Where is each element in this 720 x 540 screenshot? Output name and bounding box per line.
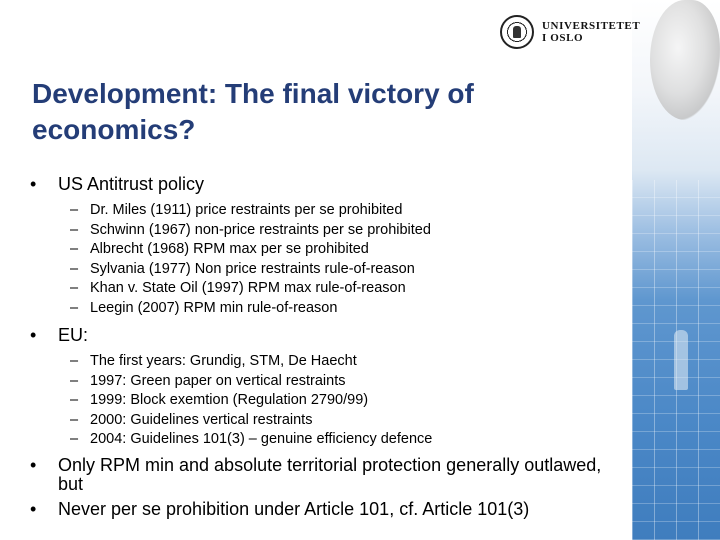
- dash-icon: –: [70, 431, 79, 447]
- sub-item-text: Khan v. State Oil (1997) RPM max rule-of-reason: [90, 280, 406, 296]
- statue-image: [650, 0, 720, 120]
- sub-item-text: 1997: Green paper on vertical restraints: [90, 372, 346, 389]
- university-seal-icon: [500, 15, 534, 49]
- sub-item-text: The first years: Grundig, STM, De Haecht: [90, 353, 357, 369]
- side-photo-strip: [632, 0, 720, 540]
- slide-content: [30, 175, 630, 519]
- sub-item: [30, 352, 630, 372]
- sub-item: [30, 430, 630, 450]
- sub-item-text: Dr. Miles (1911) price restraints per se prohibited: [90, 202, 403, 218]
- slide-title: Development: The final victory of economics?: [32, 78, 474, 145]
- sub-item-text: 1999: Block exemtion (Regulation 2790/99): [90, 392, 369, 408]
- bullet-us-antitrust: [30, 175, 630, 194]
- dash-icon: –: [70, 392, 79, 408]
- sub-item: [30, 201, 630, 221]
- sub-item-text: 2000: Guidelines vertical restraints: [90, 411, 313, 428]
- bullet-text: Only RPM min and absolute territorial protection generally outlawed, but: [58, 454, 602, 494]
- sub-item: [30, 221, 630, 241]
- dash-icon: –: [70, 353, 79, 369]
- logo-line-2: I OSLO: [542, 32, 584, 44]
- bullet-rpm-outlawed: [30, 456, 630, 494]
- sub-item: [30, 299, 630, 319]
- dash-icon: –: [70, 241, 79, 257]
- bullet-icon: •: [30, 325, 37, 345]
- sub-item: [30, 372, 630, 392]
- dash-icon: –: [70, 299, 79, 316]
- bullet-text: Never per se prohibition under Article 101, cf. Article 101(3): [58, 498, 530, 519]
- dash-icon: –: [70, 372, 79, 389]
- logo-line-1: UNIVERSITETET: [542, 20, 641, 32]
- sub-item-text: Albrecht (1968) RPM max per se prohibited: [90, 241, 369, 257]
- university-logo: [500, 12, 640, 52]
- sub-item: [30, 411, 630, 431]
- bullet-text: EU:: [58, 325, 89, 345]
- person-silhouette-image: [674, 330, 688, 390]
- dash-icon: –: [70, 260, 79, 277]
- dash-icon: –: [70, 202, 79, 218]
- us-antitrust-sub-list: [30, 201, 630, 318]
- dash-icon: –: [70, 411, 79, 428]
- sub-item: [30, 391, 630, 411]
- sub-item-text: Schwinn (1967) non-price restraints per se prohibited: [90, 221, 431, 238]
- bullet-icon: •: [30, 498, 37, 519]
- bullet-icon: •: [30, 174, 37, 194]
- sub-item-text: Leegin (2007) RPM min rule-of-reason: [90, 299, 338, 316]
- dash-icon: –: [70, 280, 79, 296]
- sub-item-text: Sylvania (1977) Non price restraints rule-of-reason: [90, 260, 415, 277]
- bullet-article-101: [30, 500, 630, 519]
- bullet-icon: •: [30, 454, 37, 475]
- bullet-eu: [30, 326, 630, 345]
- sub-item: [30, 260, 630, 280]
- eu-sub-list: [30, 352, 630, 450]
- bullet-text: US Antitrust policy: [58, 174, 205, 194]
- sub-item: [30, 279, 630, 299]
- dash-icon: –: [70, 221, 79, 238]
- sub-item-text: 2004: Guidelines 101(3) – genuine efficiency defence: [90, 431, 433, 447]
- logo-text: [542, 20, 640, 44]
- sub-item: [30, 240, 630, 260]
